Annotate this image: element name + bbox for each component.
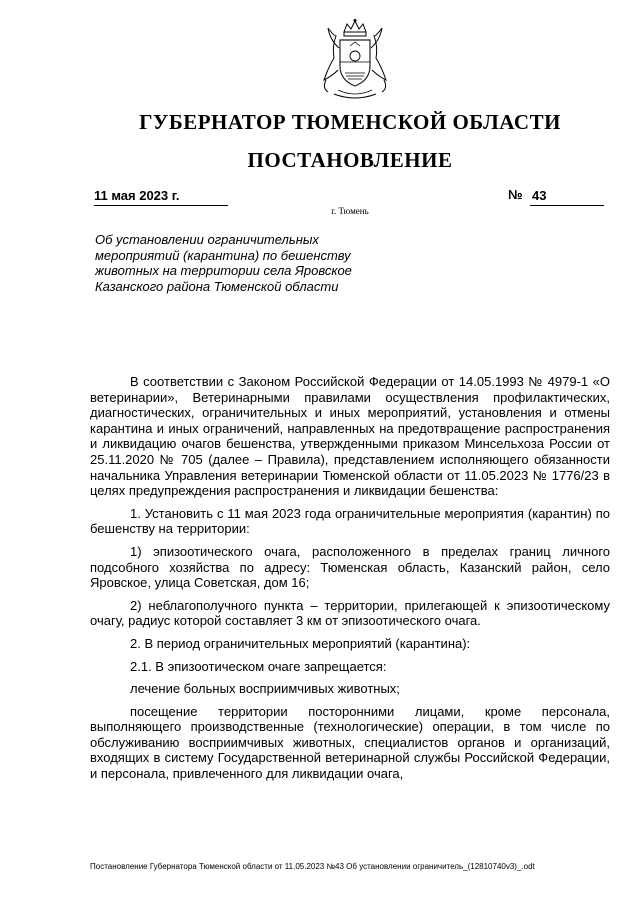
paragraph-item-2-1: 2.1. В эпизоотическом очаге запрещается:	[130, 658, 387, 674]
paragraph-prohibition-1: лечение больных восприимчивых животных;	[130, 681, 400, 697]
paragraph-prohibition-2: посещение территории посторонними лицами, кроме персонала, выполняющего производственные (технологические) операции, в том числе по обслуживанию восприимчивых животных, специалистов органов и организаций, входящих в систему Государственной ветеринарной службы Российской Федерации, и персонала, привлеченного для ликвидации очага,	[90, 703, 610, 782]
document-date: 11 мая 2023 г.	[94, 188, 180, 203]
organization-title: ГУБЕРНАТОР ТЮМЕНСКОЙ ОБЛАСТИ	[139, 110, 561, 134]
document-type-title: ПОСТАНОВЛЕНИЕ	[247, 148, 453, 172]
document-body	[90, 374, 610, 782]
coat-of-arms-emblem	[314, 18, 396, 102]
paragraph-preamble: В соответствии с Законом Российской Федерации от 14.05.1993 № 4979-1 «О ветеринарии», Ветеринарными правилами осуществления профилактических, диагностических, ограничительных и иных мероприятий, установления и отмены карантина и иных ограничений, направленных на предотвращение распространения и ликвидацию очагов бешенства, утвержденными приказом Минсельхоза России от 25.11.2020 № 705 (далее – Правила), представлением исполняющего обязанности начальника Управления ветеринарии Тюменской области от 11.05.2023 № 1776/23 в целях предупреждения распространения и ликвидации бешенства:	[90, 374, 610, 499]
city-label: г. Тюмень	[331, 206, 369, 216]
paragraph-item-1-1: 1) эпизоотического очага, расположенного в пределах границ личного подсобного хозяйства по адресу: Тюменская область, Казанский район, село Яровское, улица Советская, дом 16;	[90, 543, 610, 591]
document-number: 43	[532, 188, 547, 203]
document-footer: Постановление Губернатора Тюменской области от 11.05.2023 №43 Об установлении ограничитель_(12810740v3)_.odt	[90, 862, 535, 871]
paragraph-item-1-2: 2) неблагополучного пункта – территории, прилегающей к эпизоотическому очагу, радиус которой составляет 3 км от эпизоотического очага.	[90, 597, 610, 629]
paragraph-item-1: 1. Установить с 11 мая 2023 года ограничительные мероприятия (карантин) по бешенству на территории:	[90, 505, 610, 537]
document-subject: Об установлении ограничительных мероприятий (карантина) по бешенству животных на территории села Яровское Казанского района Тюменской области	[95, 232, 352, 294]
number-field	[530, 187, 604, 206]
paragraph-item-2: 2. В период ограничительных мероприятий (карантина):	[130, 635, 471, 651]
date-field	[94, 187, 228, 206]
number-label: №	[508, 187, 523, 202]
